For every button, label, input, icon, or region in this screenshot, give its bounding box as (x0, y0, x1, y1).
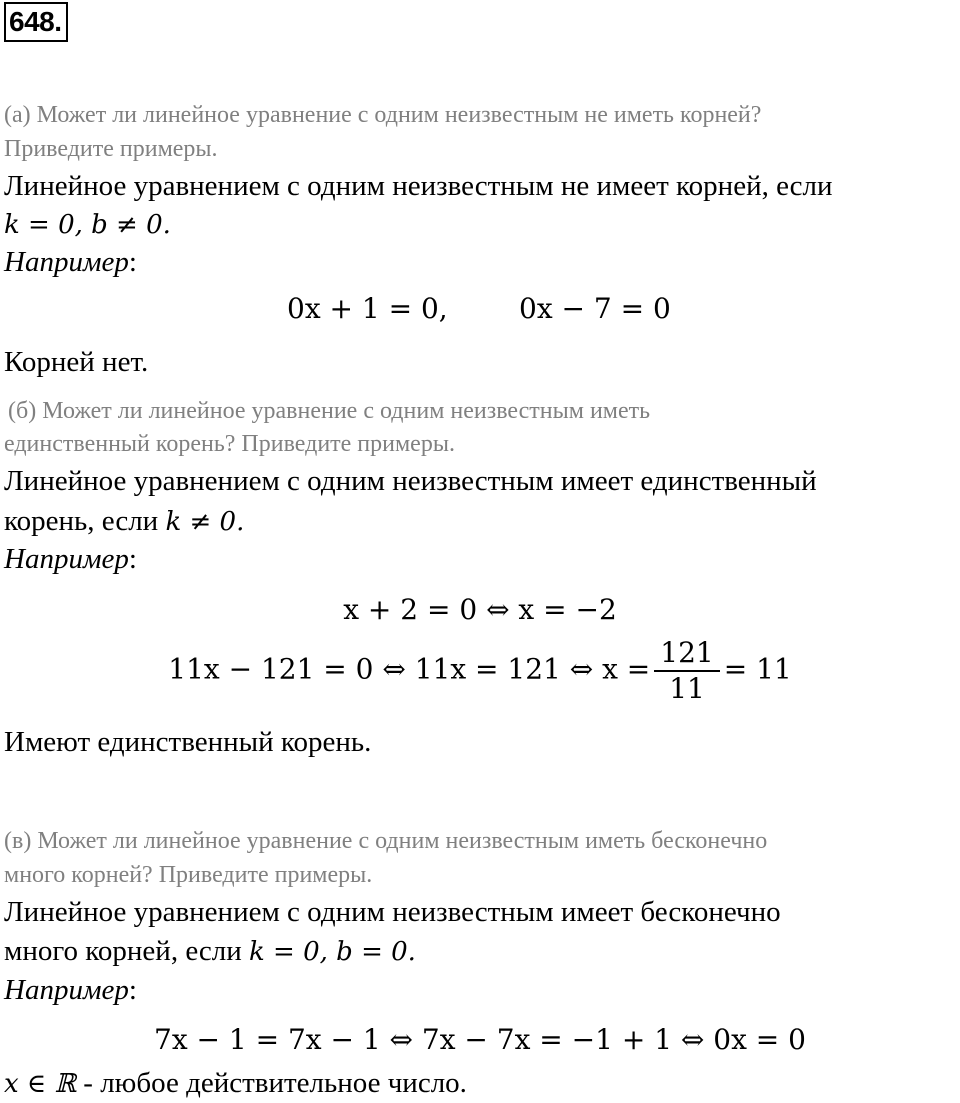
equation-c-1: 7x − 1 = 7x − 1 ⇔ 7x − 7x = −1 + 1 ⇔ 0x = 0 (154, 1023, 806, 1056)
example-word-b: Например (4, 543, 129, 575)
example-colon-a: : (128, 246, 137, 278)
answer-b-line1: Линейное уравнением с одним неизвестным имеет единственный (4, 465, 817, 497)
conclusion-c (4, 1064, 467, 1103)
equation-b-2-left: 11x − 121 = 0 ⇔ 11x = 121 ⇔ x = (168, 652, 651, 686)
question-a-line1: (а) Может ли линейное уравнение с одним неизвестным не иметь корней? (4, 102, 762, 128)
answer-c-line2 (4, 932, 416, 971)
equation-b-2 (0, 636, 960, 706)
answer-a-line1: Линейное уравнением с одним неизвестным не имеет корней, если (4, 170, 833, 202)
question-b-line1: (б) Может ли линейное уравнение с одним неизвестным иметь (8, 398, 651, 424)
question-a-line2: Приведите примеры. (4, 136, 218, 162)
example-colon-b: : (128, 543, 137, 575)
example-colon-c: : (128, 974, 137, 1006)
conclusion-c-text: - любое действительное число. (76, 1067, 467, 1099)
example-word-a: Например (4, 246, 129, 278)
equation-b-2-right: = 11 (723, 652, 792, 686)
question-c-line2: много корней? Приведите примеры. (4, 862, 373, 888)
question-b-line2: единственный корень? Приведите примеры. (4, 431, 455, 457)
fraction-numerator: 121 (654, 636, 719, 672)
answer-b-line2-text: корень, если (4, 505, 159, 537)
example-label-c (4, 971, 137, 1009)
answer-c-line2-text: много корней, если (4, 935, 242, 967)
fraction-denominator: 11 (669, 672, 705, 705)
example-label-b (4, 540, 137, 578)
example-label-a (4, 243, 137, 281)
question-c-line1: (в) Может ли линейное уравнение с одним неизвестным иметь бесконечно (4, 828, 768, 854)
conclusion-a: Корней нет. (4, 346, 149, 378)
answer-b-line2 (4, 502, 244, 541)
answer-c-line1: Линейное уравнением с одним неизвестным имеет бесконечно (4, 896, 781, 928)
problem-number: 648. (4, 2, 68, 42)
condition-a: k = 0, b ≠ 0. (4, 210, 171, 240)
fraction-121-over-11 (654, 636, 719, 706)
condition-c: k = 0, b = 0. (249, 937, 416, 967)
condition-b: k ≠ 0. (165, 507, 245, 537)
example-word-c: Например (4, 974, 129, 1006)
equation-a-1: 0x + 1 = 0, (287, 292, 448, 325)
conclusion-b: Имеют единственный корень. (4, 726, 372, 758)
equation-a-2: 0x − 7 = 0 (519, 292, 671, 325)
conclusion-c-math: x ∈ ℝ (4, 1069, 77, 1099)
equation-b-1: x + 2 = 0 ⇔ x = −2 (343, 593, 617, 626)
